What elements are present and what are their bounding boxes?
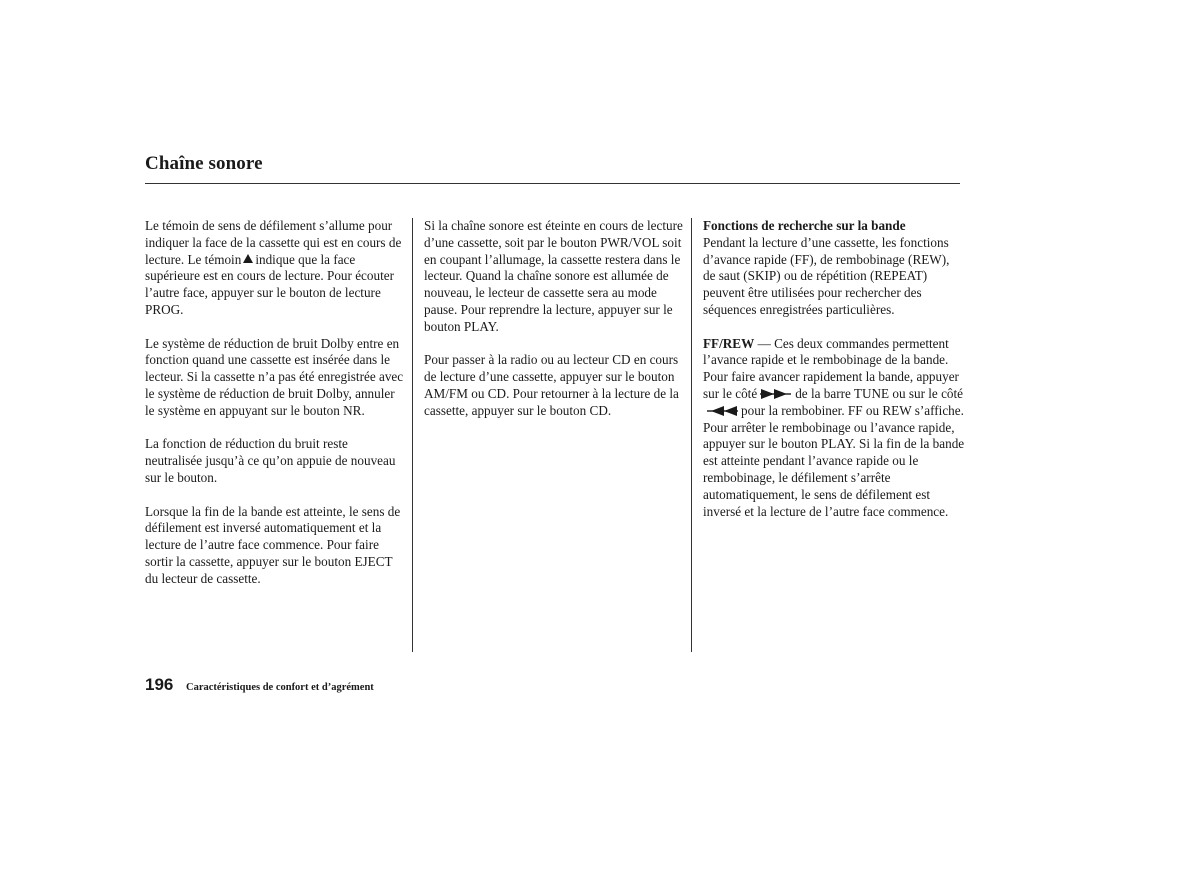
paragraph-end-of-tape: Lorsque la fin de la bande est atteinte, le sens de défilement est inversé automatiquement et la lecture de l’autre face commence. Pour faire sortir la cassette, appuyer sur le bouton EJECT du lecteur de cassette. [145, 503, 401, 586]
column-divider [691, 218, 692, 652]
paragraph-ff-rew [703, 336, 965, 521]
paragraph-text-c: pour la rembobiner. FF ou REW s’affiche. Pour arrêter le rembobinage ou l’avance rapide, appuyer sur le bouton PLAY. Si la fin de la bande est atteinte pendant l’avance rapide ou le rembobinage, le défilement s’arrête automatiquement, le sens de défilement est inversé et la lecture de l’autre face commence. [703, 402, 965, 519]
paragraph-direction-indicator [145, 218, 407, 319]
paragraph-power-off: Si la chaîne sonore est éteinte en cours de lecture d’une cassette, soit par le bouton PWR/VOL soit en coupant l’allumage, la cassette restera dans le lecteur. Quand la chaîne sonore est allumée de nouveau, le lecteur de cassette sera au mode pause. Pour reprendre la lecture, appuyer sur le bouton PLAY. [424, 218, 683, 334]
column-right [703, 218, 965, 537]
paragraph-text-a: — Ces deux commandes permettent l’avance rapide et le rembobinage de la bande. Pour faire avancer rapidement la bande, appuyer sur le côté [703, 335, 959, 401]
paragraph-text-a: Le témoin de sens de défilement s’allume pour indiquer la face de la cassette qui est en cours de lecture. Le témoin [145, 218, 402, 267]
section-footer: Caractéristiques de confort et d’agrément [186, 682, 374, 693]
paragraph-switch-source: Pour passer à la radio ou au lecteur CD en cours de lecture d’une cassette, appuyer sur le bouton AM/FM ou CD. Pour retourner à la lecture de la cassette, appuyer sur le bouton CD. [424, 352, 679, 418]
triangle-up-icon [243, 254, 253, 263]
paragraph-dolby: Le système de réduction de bruit Dolby entre en fonction quand une cassette est insérée dans le lecteur. Si la cassette n’a pas été enregistrée avec le système de réduction de bruit Dolby, annuler le système en appuyant sur le bouton NR. [145, 335, 404, 418]
fast-forward-icon [760, 388, 792, 400]
paragraph-tape-search: Pendant la lecture d’une cassette, les fonctions d’avance rapide (FF), de rembobinage (REW), de saut (SKIP) ou de répétition (REPEAT) peuvent être utilisées pour rechercher des séquences enregistrées particulières. [703, 234, 950, 317]
section-tape-search [703, 218, 965, 319]
paragraph-text-b: de la barre TUNE ou sur le côté [795, 385, 964, 401]
column-divider [412, 218, 413, 652]
rewind-icon [706, 405, 738, 417]
paragraph-text-b: indique que la face supérieure est en cours de lecture. Pour écouter l’autre face, appuyer sur le bouton de lecture PROG. [145, 251, 394, 317]
ff-rew-term: FF/REW [703, 335, 755, 351]
title-divider [145, 183, 960, 184]
page-title: Chaîne sonore [145, 153, 263, 174]
column-middle [424, 218, 686, 436]
paragraph-noise-reduction: La fonction de réduction du bruit reste neutralisée jusqu’à ce qu’on appuie de nouveau sur le bouton. [145, 436, 396, 485]
section-heading: Fonctions de recherche sur la bande [703, 218, 906, 233]
column-left [145, 218, 407, 604]
page-number: 196 [145, 675, 174, 694]
